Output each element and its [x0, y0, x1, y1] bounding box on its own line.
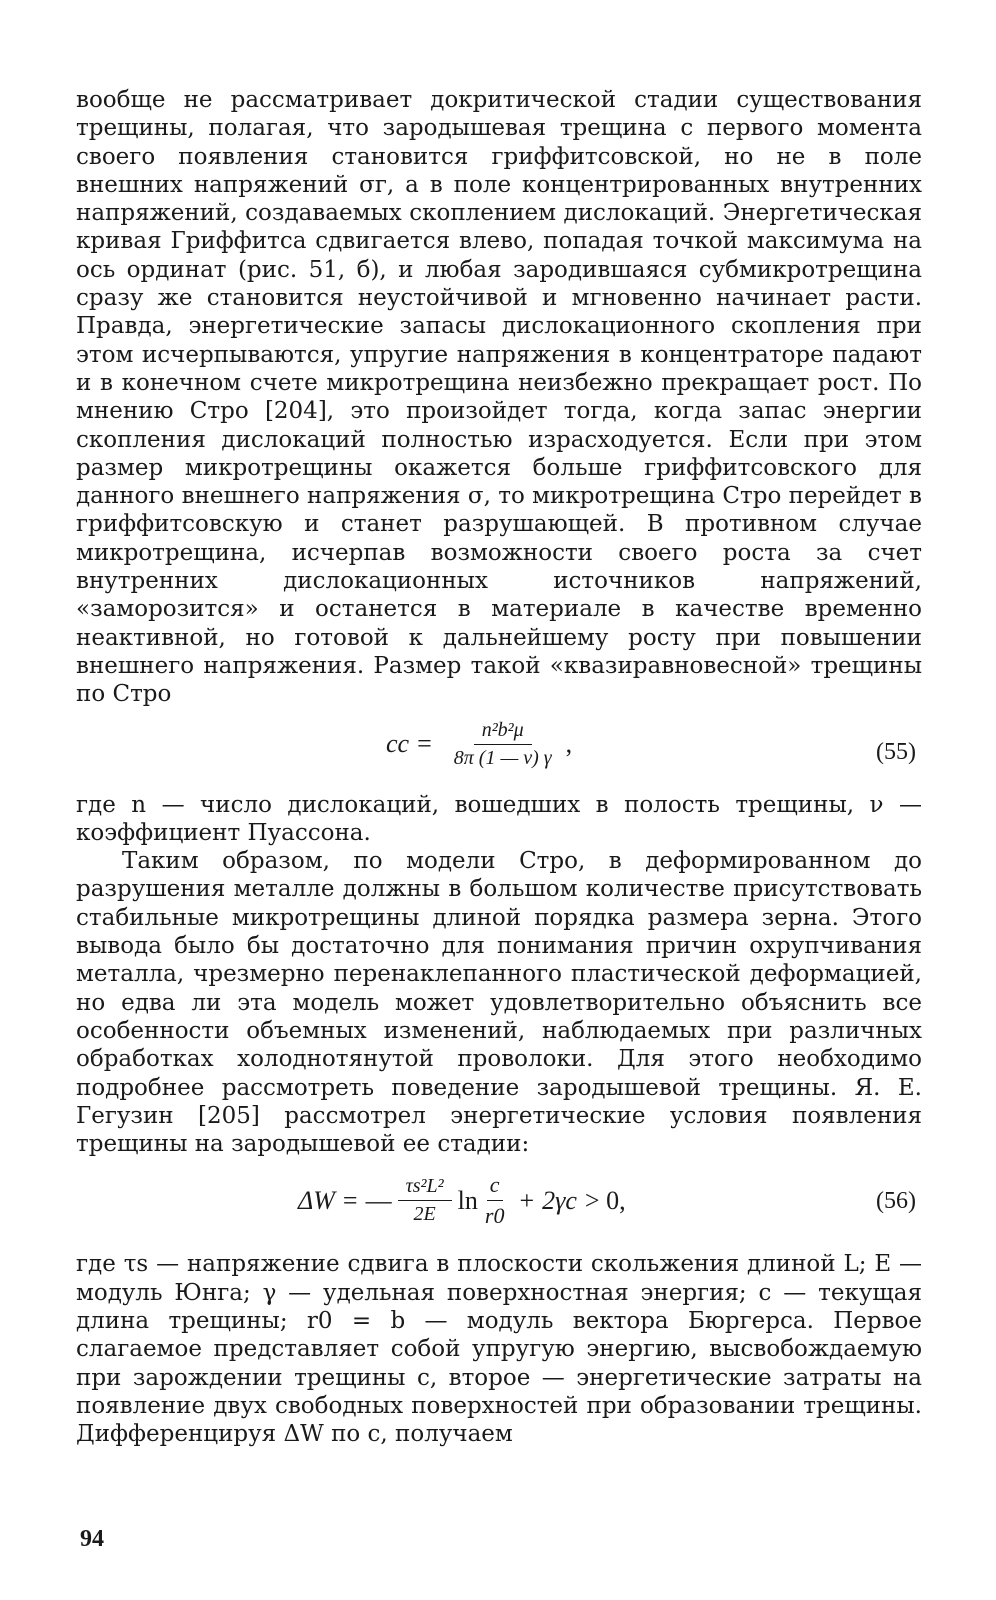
equation-56-denominator: 2E [413, 1203, 436, 1226]
equation-55-numerator: n²b²μ [474, 719, 532, 745]
equals-sign: = [417, 729, 432, 759]
equation-55 [76, 709, 922, 791]
equation-55-number: (55) [876, 738, 916, 765]
equation-56-plus: + [519, 1185, 535, 1215]
equation-56-number: (56) [876, 1188, 916, 1215]
equation-56-ln-numerator: c [487, 1172, 503, 1201]
equation-55-body [386, 719, 572, 770]
equation-56-ln-fraction [482, 1172, 508, 1229]
equation-55-lhs: cс [386, 729, 410, 759]
page-body [76, 86, 922, 1448]
equation-56-numerator: τs²L² [398, 1175, 452, 1201]
equation-56-ln-denominator: r0 [484, 1203, 505, 1229]
equals-sign: = [342, 1185, 358, 1215]
equation-56-relation: > 0, [584, 1185, 626, 1215]
equation-56-ln: ln [457, 1185, 478, 1215]
equation-55-comma: , [565, 729, 573, 759]
equation-56-fraction [398, 1175, 452, 1226]
paragraph-1: вообще не рассматривает докритической стадии существования трещины, полагая, что зародышевая трещина с первого момента своего появления становится гриффитсовской, но не в поле внешних напряжений σг, а в поле концентрированных внутренних напряжений, создаваемых скоплением дислокаций. Энергетическая кривая Гриффитса сдвигается влево, попадая точкой максимума на ось ординат (рис. 51, б), и любая зародившаяся субмикротрещина сразу же становится неустойчивой и мгновенно начинает расти. Правда, энергетические запасы дислокационного скопления при этом исчерпываются, упругие напряжения в концентраторе падают и в конечном счете микротрещина неизбежно прекращает рост. По мнению Стро [204], это произойдет тогда, когда запас энергии скопления дислокаций полностью израсходуется. Если при этом размер микротрещины окажется больше гриффитсовского для данного внешнего напряжения σ, то микротрещина Стро перейдет в гриффитсовскую и станет разрушающей. В противном случае микротрещина, исчерпав возможности своего роста за счет внутренних дислокационных источников напряжений, «заморозится» и останется в материале в качестве временно неактивной, но готовой к дальнейшему росту при повышении внешнего напряжения. Размер такой «квазиравновесной» трещины по Стро [76, 87, 922, 708]
paragraph-4: где τs — напряжение сдвига в плоскости скольжения длиной L; E — модуль Юнга; γ — удельная поверхностная энергия; c — текущая длина трещины; r0 = b — модуль вектора Бюргерса. Первое слагаемое представляет собой упругую энергию, высвобождаемую при зарождении трещины c, второе — энергетические затраты на появление двух свободных поверхностей при образовании трещины. Дифференцируя ΔW по c, получаем [76, 1251, 922, 1448]
equation-56-minus: — [365, 1185, 392, 1215]
equation-55-fraction [446, 719, 560, 770]
equation-56-lhs: ΔW [298, 1185, 335, 1215]
page-number: 94 [80, 1526, 104, 1552]
equation-55-denominator: 8π (1 — ν) γ [453, 746, 552, 769]
paragraph-2: где n — число дислокаций, вошедших в полость трещины, ν — коэффициент Пуассона. [76, 791, 922, 846]
equation-56-body [298, 1172, 626, 1229]
equation-56 [76, 1158, 922, 1250]
paragraph-3: Таким образом, по модели Стро, в деформированном до разрушения металле должны в большом количестве присутствовать стабильные микротрещины длиной порядка размера зерна. Этого вывода было бы достаточно для понимания причин охрупчивания металла, чрезмерно перенаклепанного пластической деформацией, но едва ли эта модель может удовлетворительно объяснить все особенности объемных изменений, наблюдаемых при различных обработках холоднотянутой проволоки. Для этого необходимо подробнее рассмотреть поведение зародышевой трещины. Я. Е. Гегузин [205] рассмотрел энергетические условия появления трещины на зародышевой ее стадии: [76, 848, 922, 1158]
equation-56-surface-term: 2γc [542, 1185, 577, 1215]
